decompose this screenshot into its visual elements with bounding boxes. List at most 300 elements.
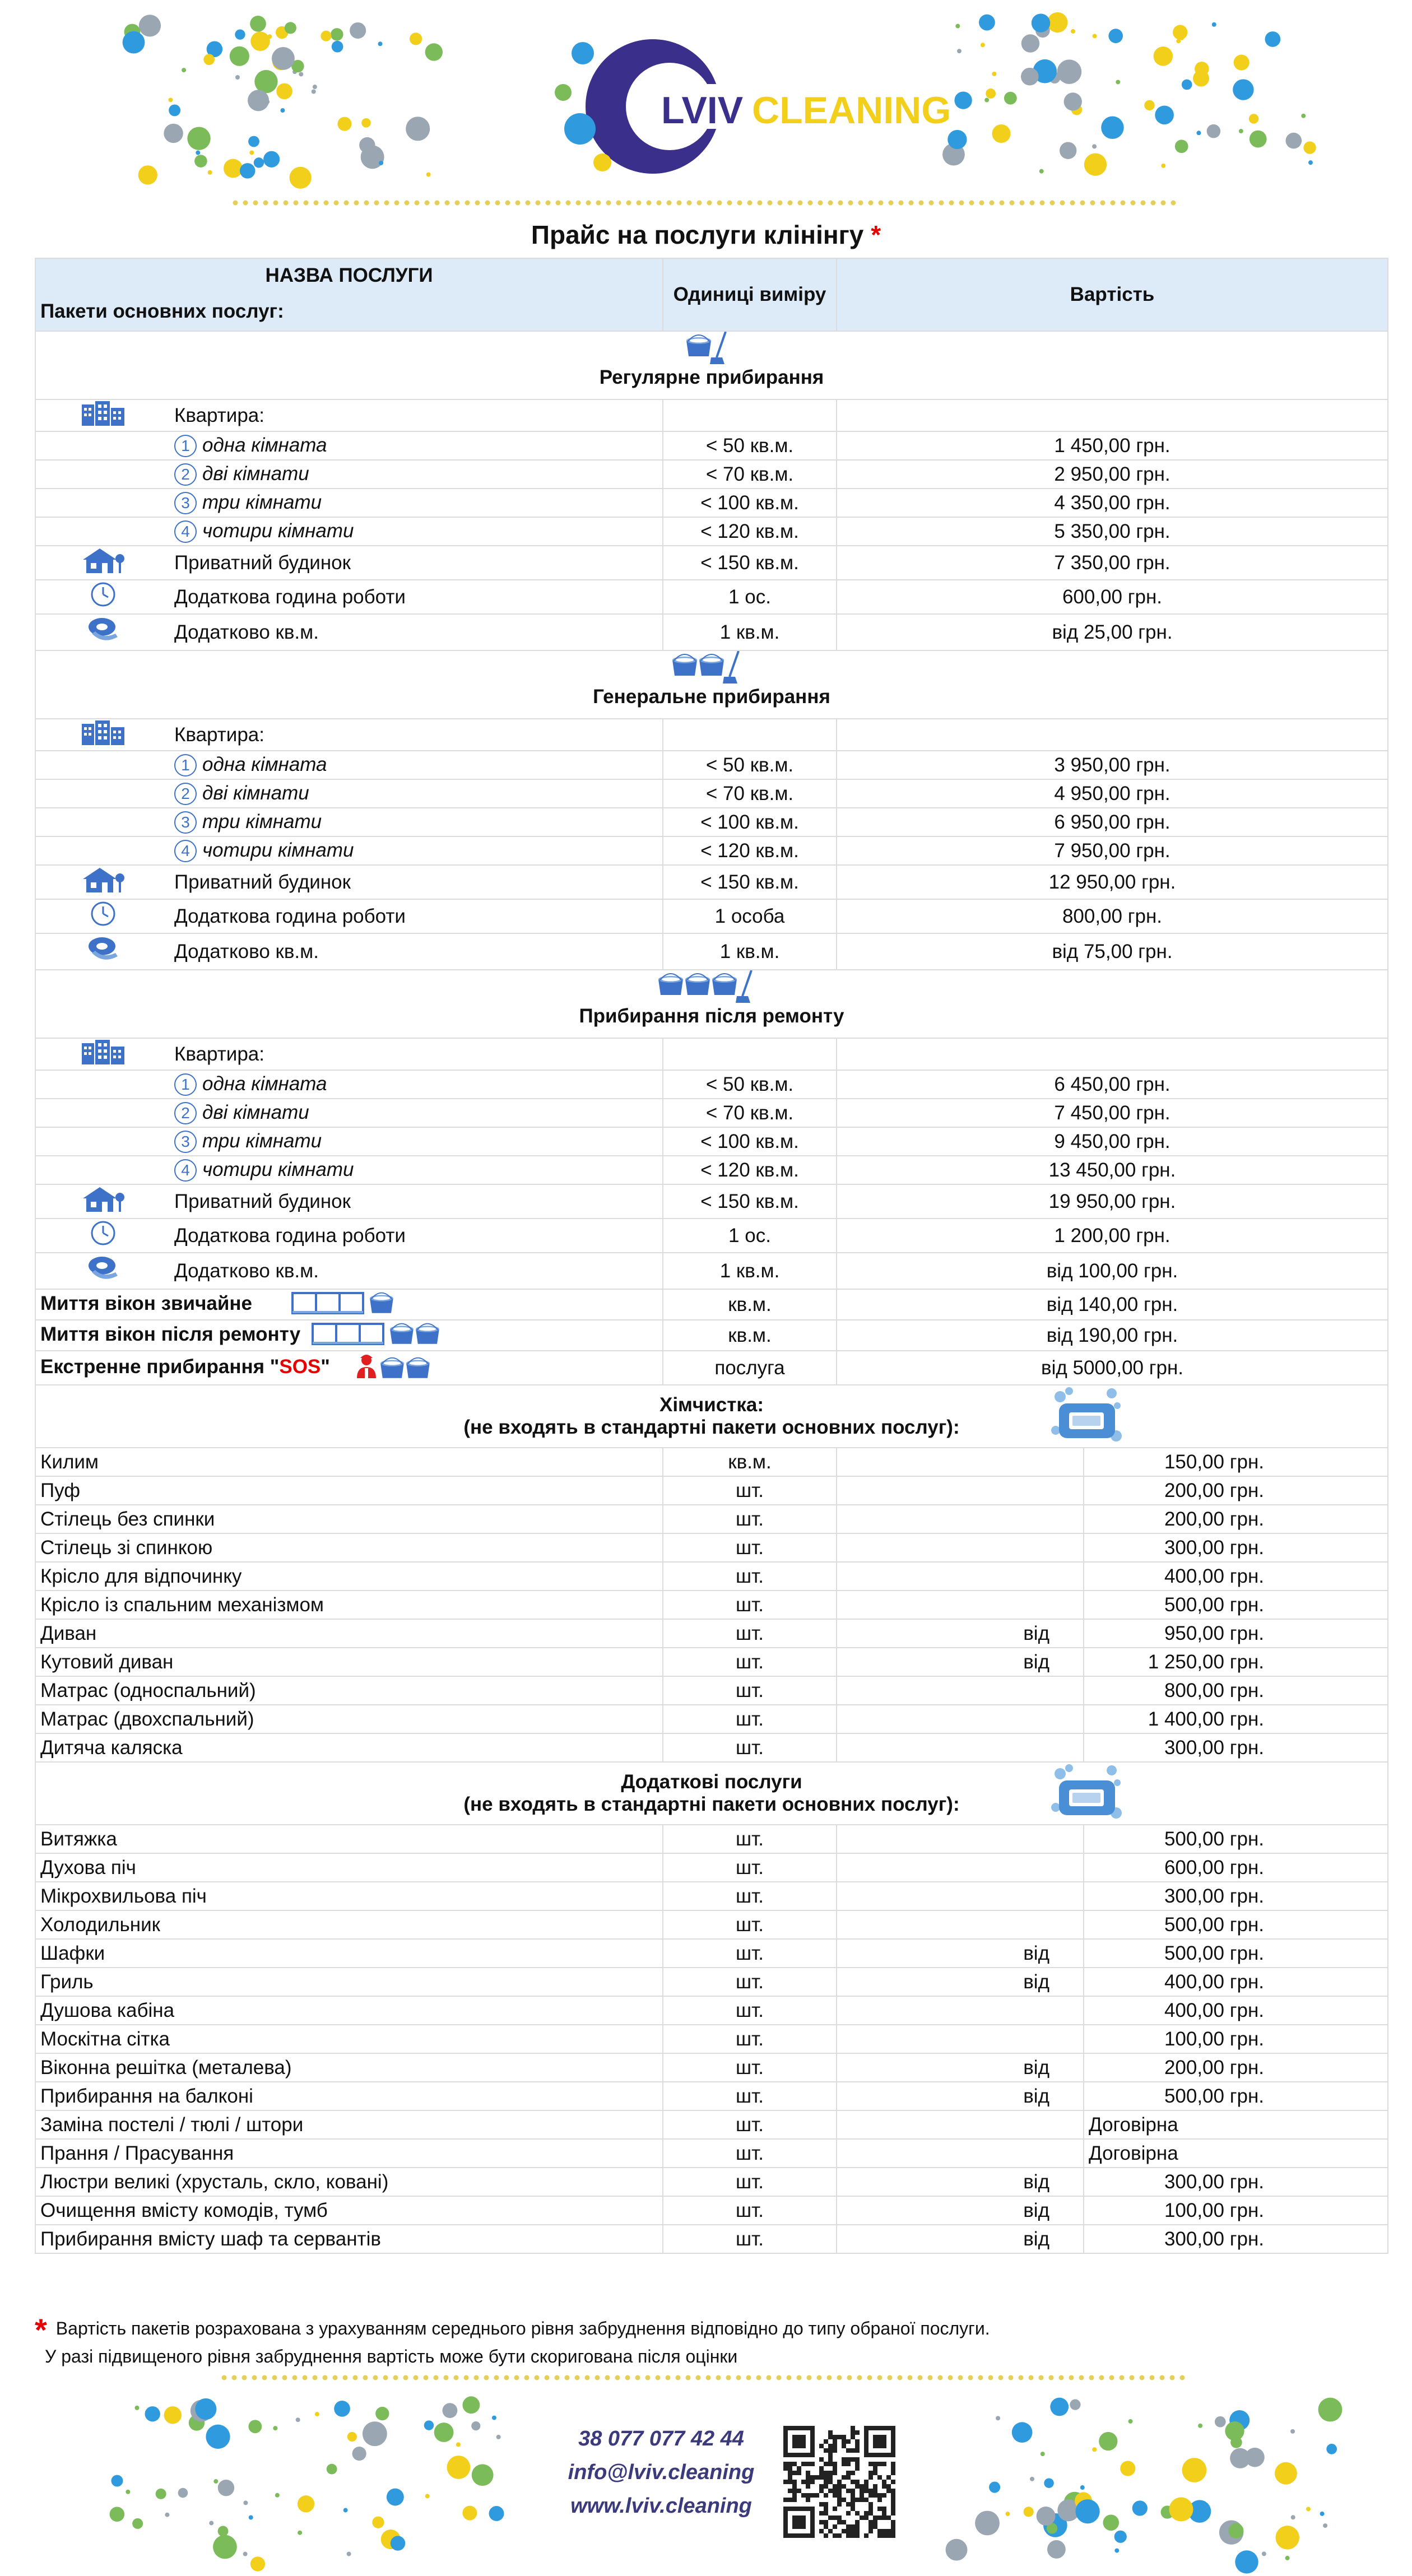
- decorative-dot: [492, 2416, 496, 2420]
- decorative-dot: [165, 2513, 169, 2517]
- room-label: 3 три кімнати: [170, 489, 663, 517]
- decorative-dot: [347, 2432, 357, 2442]
- table-row: Стілець без спинки шт. 200,00 грн.: [35, 1505, 1388, 1533]
- table-header-row: [35, 258, 1388, 331]
- decorative-dot: [1176, 39, 1181, 43]
- table-row: 2 дві кімнати < 70 кв.м. 7 450,00 грн.: [35, 1099, 1388, 1127]
- room-label: 4 чотири кімнати: [170, 1156, 663, 1184]
- decorative-dot: [375, 2407, 389, 2420]
- decorative-dot: [250, 2556, 265, 2571]
- decorative-dot: [1275, 2526, 1299, 2549]
- header-name-cell: НАЗВА ПОСЛУГИ Пакети основних послуг:: [35, 258, 663, 331]
- section-title-general: Генеральне прибирання: [35, 650, 1388, 719]
- decorative-dot: [1060, 142, 1076, 159]
- decorative-dot: [1047, 2540, 1066, 2559]
- decorative-dot: [126, 2490, 130, 2494]
- decorative-dot: [156, 2489, 166, 2499]
- decorative-dot: [299, 72, 303, 77]
- decorative-dot: [230, 47, 249, 66]
- decorative-dot: [1228, 2523, 1243, 2538]
- decorative-dot: [1306, 2507, 1311, 2512]
- decorative-dot: [984, 98, 989, 103]
- table-row: Заміна постелі / тюлі / штори шт. Договірна: [35, 2110, 1388, 2139]
- decorative-dot: [1108, 29, 1123, 43]
- table-row: 1 одна кімната < 50 кв.м. 3 950,00 грн.: [35, 751, 1388, 779]
- decorative-dot: [249, 150, 254, 155]
- table-row: Гриль шт. від 400,00 грн.: [35, 1968, 1388, 1996]
- table-row: 2 дві кімнати < 70 кв.м. 2 950,00 грн.: [35, 460, 1388, 489]
- section-header-row: [35, 1385, 1388, 1448]
- table-row: [35, 399, 1388, 431]
- decorative-dot: [1064, 92, 1082, 110]
- decorative-dot: [425, 43, 443, 61]
- tape-measure-icon: [86, 1253, 120, 1284]
- table-row: 3 три кімнати < 100 кв.м. 9 450,00 грн.: [35, 1127, 1388, 1156]
- decorative-dot: [1070, 2400, 1080, 2410]
- decorative-dot: [1291, 2515, 1295, 2519]
- bucket-mop-icon: [672, 651, 751, 685]
- header-banner: [0, 0, 1412, 213]
- table-row: Прання / Прасування шт. Договірна: [35, 2139, 1388, 2168]
- decorative-dot: [1004, 92, 1017, 105]
- table-row: Крісло із спальним механізмом шт. 500,00 грн.: [35, 1591, 1388, 1619]
- room-label: 1 одна кімната: [170, 1070, 663, 1099]
- decorative-dot: [248, 136, 259, 147]
- page-title: Прайс на послуги клінінгу *: [531, 220, 881, 249]
- section-header-row: [35, 650, 1388, 719]
- decorative-dot: [196, 151, 200, 155]
- decorative-dot: [1323, 2523, 1327, 2528]
- decorative-dot: [1114, 2549, 1119, 2553]
- decorative-dot: [1249, 114, 1258, 123]
- room-label: 2 дві кімнати: [170, 1099, 663, 1127]
- decorative-dot: [347, 2552, 351, 2556]
- decorative-dot: [1080, 2485, 1085, 2490]
- room-label: 2 дві кімнати: [170, 460, 663, 489]
- table-row: 4 чотири кімнати < 120 кв.м. 5 350,00 грн.: [35, 517, 1388, 546]
- decorative-dot: [1182, 80, 1192, 90]
- building-icon-cell: [35, 719, 170, 751]
- decorative-dot: [986, 89, 996, 99]
- building-icon-cell: [35, 399, 170, 431]
- decorative-dot: [981, 43, 985, 47]
- table-row: Додатково кв.м. 1 кв.м. від 25,00 грн.: [35, 614, 1388, 650]
- decorative-dot: [235, 29, 245, 39]
- table-row: Додаткова година роботи 1 особа 800,00 грн.: [35, 899, 1388, 933]
- decorative-dot: [1196, 131, 1201, 135]
- decorative-dot: [1262, 2551, 1266, 2556]
- windows-reno-row-label: Миття вікон після ремонту: [35, 1320, 663, 1351]
- decorative-dot: [138, 165, 157, 184]
- table-row: Мікрохвильова піч шт. 300,00 грн.: [35, 1882, 1388, 1910]
- decorative-dot: [213, 2479, 218, 2484]
- decorative-dot: [424, 2420, 434, 2430]
- qr-code-icon[interactable]: [783, 2426, 895, 2538]
- decorative-dot: [426, 173, 431, 177]
- decorative-dot: [1128, 2419, 1133, 2424]
- table-row: Додаткова година роботи 1 ос. 1 200,00 грн.: [35, 1219, 1388, 1253]
- decorative-dot: [164, 2406, 182, 2424]
- decorative-dot: [132, 2518, 143, 2529]
- table-row: Приватний будинок < 150 кв.м. 19 950,00 грн.: [35, 1184, 1388, 1219]
- decorative-dot: [387, 2489, 404, 2506]
- room-label: 4 чотири кімнати: [170, 836, 663, 865]
- decorative-dot: [139, 15, 161, 36]
- decorative-dot: [1101, 117, 1123, 139]
- apartment-label: Квартира:: [170, 1038, 663, 1070]
- table-row: Очищення вмісту комодів, тумб шт. від 100,00 грн.: [35, 2196, 1388, 2225]
- decorative-dot: [164, 124, 183, 143]
- table-row: [35, 1038, 1388, 1070]
- decorative-dot: [1030, 2477, 1034, 2481]
- section-header-row: [35, 331, 1388, 399]
- table-row: Миття вікон після ремонту кв.м. від 190,00 грн.: [35, 1320, 1388, 1351]
- section-header-row: [35, 1762, 1388, 1825]
- decorative-dot: [378, 41, 383, 46]
- decorative-dot: [1075, 2499, 1099, 2523]
- sponge-icon: [1050, 1385, 1123, 1447]
- decorative-dot: [1037, 2507, 1056, 2526]
- decorative-dot: [182, 68, 186, 72]
- decorative-dot: [209, 2521, 213, 2526]
- decorative-dot: [273, 2426, 277, 2430]
- decorative-dot: [1155, 105, 1174, 124]
- table-row: Дитяча каляска шт. 300,00 грн.: [35, 1733, 1388, 1762]
- bucket-mop-icon: [686, 332, 737, 365]
- tape-measure-icon: [86, 615, 120, 645]
- bucket-icon: [380, 1355, 434, 1379]
- decorative-dot: [194, 155, 207, 168]
- decorative-dot: [954, 91, 972, 109]
- decorative-dot: [1326, 2444, 1337, 2454]
- decorative-dot: [195, 2398, 216, 2420]
- table-row: 3 три кімнати < 100 кв.м. 4 350,00 грн.: [35, 489, 1388, 517]
- decorative-dot: [1144, 100, 1155, 111]
- decorative-dot: [1092, 2447, 1097, 2452]
- decorative-dot: [947, 130, 967, 149]
- decorative-dot: [1230, 2436, 1242, 2448]
- dotted-divider-top: [233, 201, 1176, 206]
- decorative-dot: [298, 2495, 314, 2512]
- bucket-icon: [370, 1290, 397, 1314]
- decorative-dot: [218, 2480, 234, 2496]
- decorative-dot: [250, 31, 270, 51]
- decorative-dot: [208, 170, 212, 175]
- decorative-dot: [372, 2517, 384, 2528]
- decorative-dot: [442, 2403, 457, 2418]
- decorative-dot: [1212, 22, 1216, 27]
- decorative-dot: [1235, 2550, 1258, 2573]
- room-label: 3 три кімнати: [170, 808, 663, 836]
- decorative-dot: [979, 15, 995, 31]
- table-row: Приватний будинок < 150 кв.м. 7 350,00 грн.: [35, 546, 1388, 580]
- decorative-dot: [1032, 13, 1050, 32]
- cleaner-worker-icon: [352, 1351, 380, 1379]
- decorative-dot: [1012, 2422, 1033, 2443]
- decorative-dot: [1005, 2512, 1010, 2516]
- logo-text-lviv: LVIV: [661, 89, 744, 132]
- table-row: Душова кабіна шт. 400,00 грн.: [35, 1996, 1388, 2025]
- decorative-dot: [1047, 12, 1067, 32]
- decorative-dot: [992, 72, 996, 76]
- table-row: Москітна сітка шт. 100,00 грн.: [35, 2025, 1388, 2053]
- table-row: 1 одна кімната < 50 кв.м. 6 450,00 грн.: [35, 1070, 1388, 1099]
- table-row: Витяжка шт. 500,00 грн.: [35, 1825, 1388, 1853]
- decorative-dot: [352, 2447, 366, 2461]
- apartment-label: Квартира:: [170, 719, 663, 751]
- decorative-dot: [168, 97, 173, 102]
- decorative-dot: [359, 137, 375, 153]
- decorative-dot: [337, 117, 351, 131]
- decorative-dot: [425, 2494, 430, 2498]
- decorative-dot: [489, 2506, 504, 2521]
- decorative-dot: [243, 2552, 248, 2556]
- decorative-dot: [1285, 2556, 1290, 2560]
- decorative-dot: [169, 104, 180, 116]
- logo-icon: [555, 39, 951, 174]
- decorative-dot: [1099, 2432, 1117, 2451]
- decorative-dot: [955, 24, 960, 29]
- section-title-dry: Хімчистка: (не входять в стандартні пакети основних послуг):: [35, 1385, 1388, 1448]
- decorative-dot: [1039, 169, 1044, 174]
- table-row: Миття вікон звичайне кв.м. від 140,00 грн.: [35, 1289, 1388, 1320]
- bucket-mop-icon: [658, 970, 765, 1004]
- decorative-dot: [276, 83, 292, 100]
- table-row: Кутовий диван шт. від 1 250,00 грн.: [35, 1648, 1388, 1676]
- tape-measure-icon: [86, 934, 120, 964]
- decorative-dot: [1041, 2452, 1045, 2456]
- room-label: 3 три кімнати: [170, 1127, 663, 1156]
- table-row: Пуф шт. 200,00 грн.: [35, 1476, 1388, 1505]
- logo-text-cleaning: CLEANING: [752, 89, 951, 132]
- decorative-dot: [1195, 62, 1209, 76]
- table-row: Прибирання вмісту шаф та сервантів шт. від 300,00 грн.: [35, 2225, 1388, 2253]
- decorative-dot: [248, 2420, 262, 2433]
- decorative-dot: [331, 28, 343, 41]
- note-line-1: * Вартість пакетів розрахована з урахуванням середнього рівня забруднення відповідно до типу обраної послуги.: [35, 2312, 990, 2347]
- decorative-dot: [447, 2456, 471, 2479]
- table-row: 1 одна кімната < 50 кв.м. 1 450,00 грн.: [35, 431, 1388, 460]
- decorative-dot: [280, 108, 285, 113]
- decorative-dot: [992, 124, 1011, 143]
- decorative-dot: [313, 85, 317, 89]
- decorative-dot: [145, 2406, 160, 2421]
- decorative-dot: [957, 49, 962, 53]
- decorative-dots-bottom: [110, 2396, 1343, 2573]
- decorative-dot: [996, 2416, 1000, 2420]
- contact-email[interactable]: info@lviv.cleaning: [568, 2461, 755, 2484]
- windows-row-label: Миття вікон звичайне: [35, 1289, 663, 1320]
- note-line-2: У разі підвищеного рівня забруднення вартість може бути скоригована після оцінки: [45, 2346, 738, 2366]
- decorative-dot: [218, 2526, 229, 2537]
- decorative-dot: [363, 2421, 387, 2446]
- decorative-dot: [1050, 2398, 1069, 2416]
- house-icon: [81, 546, 126, 574]
- decorative-dot: [240, 163, 256, 179]
- decorative-dot: [1175, 140, 1188, 153]
- decorative-dot: [1057, 59, 1082, 84]
- decorative-dot: [989, 2482, 1000, 2493]
- table-row: Килим кв.м. 150,00 грн.: [35, 1448, 1388, 1476]
- header-price-cell: Вартість: [837, 258, 1388, 331]
- table-row: Додатково кв.м. 1 кв.м. від 75,00 грн.: [35, 933, 1388, 970]
- table-row: 2 дві кімнати < 70 кв.м. 4 950,00 грн.: [35, 779, 1388, 808]
- decorative-dot: [472, 2464, 494, 2486]
- decorative-dot: [235, 75, 240, 80]
- decorative-dot: [254, 157, 264, 168]
- decorative-dot: [332, 41, 343, 53]
- decorative-dot: [1265, 31, 1280, 47]
- decorative-dot: [1103, 2514, 1119, 2531]
- sponge-icon: [1050, 1763, 1123, 1824]
- decorative-dot: [1275, 2462, 1297, 2485]
- decorative-dot: [361, 118, 371, 128]
- decorative-dot: [462, 2506, 477, 2521]
- decorative-dot: [206, 2425, 230, 2449]
- decorative-dot: [1021, 34, 1039, 52]
- table-row: Віконна решітка (металева) шт. від 200,00 грн.: [35, 2053, 1388, 2082]
- decorative-dot: [471, 2421, 480, 2430]
- table-row: Екстренне прибирання "SOS" послуга від 5000,00 грн.: [35, 1351, 1388, 1385]
- table-row: Додаткова година роботи 1 ос. 600,00 грн.: [35, 580, 1388, 614]
- decorative-dot: [243, 2500, 248, 2505]
- house-icon: [81, 1185, 126, 1213]
- section-title-renovation: Прибирання після ремонту: [35, 970, 1388, 1038]
- decorative-dot: [1182, 2458, 1207, 2482]
- apartment-label: Квартира:: [170, 399, 663, 431]
- decorative-dot: [285, 22, 296, 34]
- decorative-dot: [272, 47, 295, 70]
- contact-site[interactable]: www.lviv.cleaning: [570, 2494, 752, 2518]
- decorative-dot: [1233, 79, 1253, 100]
- decorative-dot: [1154, 47, 1173, 66]
- decorative-dot: [1120, 2461, 1135, 2476]
- dotted-divider-bottom: [222, 2375, 1185, 2380]
- decorative-dot: [321, 31, 331, 41]
- decorative-dot: [1116, 80, 1120, 84]
- decorative-dot: [187, 127, 210, 150]
- decorative-dot: [334, 2401, 350, 2417]
- header-unit-cell: Одиниці виміру: [663, 258, 837, 331]
- table-row: Шафки шт. від 500,00 грн.: [35, 1939, 1388, 1968]
- table-row: Люстри великі (хрусталь, скло, ковані) шт. від 300,00 грн.: [35, 2168, 1388, 2196]
- decorative-dot: [111, 2475, 123, 2487]
- decorative-dot: [946, 2539, 968, 2561]
- table-row: [35, 719, 1388, 751]
- contact-phone[interactable]: 38 077 077 42 44: [578, 2427, 744, 2451]
- table-row: Стілець зі спинкою шт. 300,00 грн.: [35, 1533, 1388, 1562]
- table-row: Холодильник шт. 500,00 грн.: [35, 1910, 1388, 1939]
- house-icon: [81, 866, 126, 894]
- decorative-dot: [1132, 2500, 1148, 2515]
- decorative-dot: [343, 2508, 348, 2513]
- decorative-dot: [1173, 25, 1187, 39]
- decorative-dot: [1044, 2478, 1054, 2488]
- decorative-dot: [1092, 144, 1097, 148]
- decorative-dot: [379, 161, 383, 165]
- room-label: 1 одна кімната: [170, 751, 663, 779]
- decorative-dot: [1318, 2398, 1343, 2422]
- section-title-regular: Регулярне прибирання: [35, 331, 1388, 399]
- decorative-dot: [249, 2515, 253, 2520]
- decorative-dot: [296, 2417, 300, 2422]
- clock-icon: [89, 1219, 117, 1247]
- bucket-icon: [390, 1320, 444, 1345]
- decorative-dot: [1021, 68, 1039, 86]
- decorative-dot: [248, 90, 269, 111]
- decorative-dot: [224, 159, 243, 178]
- window-icon: [312, 1323, 384, 1345]
- decorative-dot: [1024, 2507, 1034, 2517]
- decorative-dot: [1230, 2448, 1250, 2468]
- table-row: Додатково кв.м. 1 кв.м. від 100,00 грн.: [35, 1253, 1388, 1289]
- decorative-dot: [1301, 114, 1306, 118]
- table-row: 4 чотири кімнати < 120 кв.м. 7 950,00 грн.: [35, 836, 1388, 865]
- clock-icon: [89, 900, 117, 928]
- decorative-dot: [1093, 34, 1097, 38]
- decorative-dot: [350, 22, 366, 39]
- room-label: 4 чотири кімнати: [170, 517, 663, 546]
- table-row: Крісло для відпочинку шт. 400,00 грн.: [35, 1562, 1388, 1591]
- table-row: Диван шт. від 950,00 грн.: [35, 1619, 1388, 1648]
- decorative-dot: [134, 2406, 139, 2410]
- decorative-dot: [1215, 2416, 1226, 2428]
- decorative-dot: [1308, 160, 1313, 165]
- decorative-dot: [327, 2464, 337, 2475]
- table-row: Матрас (двохспальний) шт. 1 400,00 грн.: [35, 1705, 1388, 1733]
- table-row: 4 чотири кімнати < 120 кв.м. 13 450,00 грн.: [35, 1156, 1388, 1184]
- decorative-dot: [496, 2435, 501, 2439]
- decorative-dot: [1234, 54, 1250, 70]
- section-title-extra: Додаткові послуги (не входять в стандартні пакети основних послуг):: [35, 1762, 1388, 1825]
- decorative-dot: [456, 2442, 461, 2447]
- decorative-dot: [1169, 2498, 1193, 2522]
- decorative-dot: [123, 31, 145, 54]
- decorative-dot: [434, 2422, 454, 2442]
- building-icon-cell: [35, 1038, 170, 1070]
- room-label: 1 одна кімната: [170, 431, 663, 460]
- decorative-dot: [410, 32, 422, 45]
- decorative-dot: [975, 2511, 1000, 2536]
- decorative-dot: [110, 2507, 125, 2522]
- decorative-dot: [254, 70, 277, 93]
- decorative-dot: [1320, 2512, 1325, 2516]
- decorative-dot: [1207, 124, 1221, 138]
- building-icon: [81, 1039, 126, 1064]
- decorative-dot: [1071, 29, 1075, 34]
- building-icon: [81, 400, 126, 426]
- table-row: Матрас (односпальний) шт. 800,00 грн.: [35, 1676, 1388, 1705]
- emergency-row-label: Екстренне прибирання "SOS": [35, 1351, 663, 1385]
- decorative-dot: [263, 151, 280, 168]
- decorative-dot: [203, 54, 215, 65]
- decorative-dot: [1290, 2429, 1295, 2434]
- clock-icon: [89, 580, 117, 608]
- decorative-dot: [1161, 164, 1165, 168]
- decorative-dot: [1286, 133, 1302, 149]
- decorative-dot: [312, 90, 316, 94]
- room-label: 2 дві кімнати: [170, 779, 663, 808]
- table-row: Приватний будинок < 150 кв.м. 12 950,00 грн.: [35, 865, 1388, 899]
- table-row: 3 три кімнати < 100 кв.м. 6 950,00 грн.: [35, 808, 1388, 836]
- section-header-row: [35, 970, 1388, 1038]
- decorative-dot: [250, 16, 266, 32]
- decorative-dot: [1303, 141, 1316, 154]
- decorative-dot: [290, 167, 312, 189]
- table-row: Духова піч шт. 600,00 грн.: [35, 1853, 1388, 1882]
- decorative-dot: [1114, 2531, 1127, 2543]
- decorative-dot: [1239, 129, 1243, 133]
